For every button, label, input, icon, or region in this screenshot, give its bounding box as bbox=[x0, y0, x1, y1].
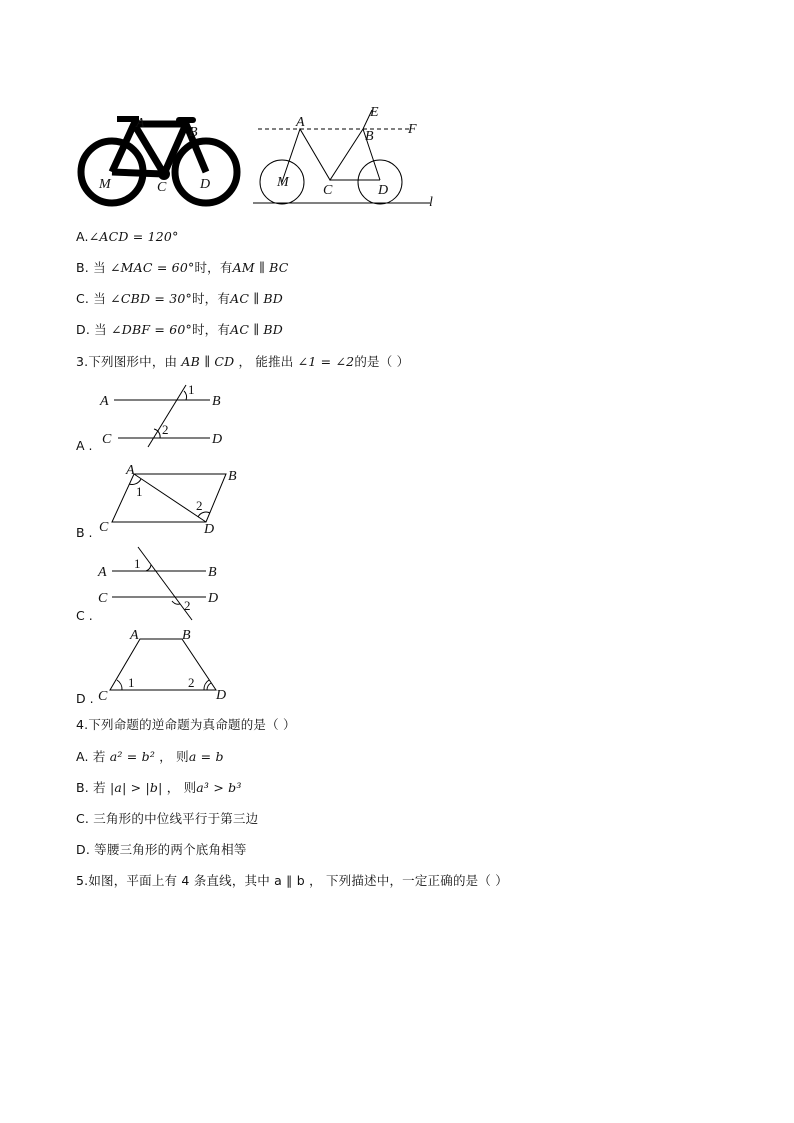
q3c-label-C: C bbox=[98, 591, 108, 606]
q2-option-a-prefix: A. bbox=[76, 229, 89, 244]
bike-label-B: B bbox=[189, 125, 198, 140]
q3a-label-D: D bbox=[212, 432, 223, 447]
q3-stem-mid: ， 能推出 bbox=[234, 354, 298, 369]
q2-option-a[interactable] bbox=[76, 229, 179, 245]
geom-label-D: D bbox=[378, 183, 389, 198]
q4-option-a-prefix: A. 若 bbox=[76, 749, 110, 764]
q3b-label-C: C bbox=[99, 520, 109, 535]
q4-option-b-math2: a³ > b³ bbox=[196, 780, 242, 795]
q3-stem-prefix: 3.下列图形中，由 bbox=[76, 354, 182, 369]
q3-option-d-figure bbox=[96, 627, 236, 702]
q3a-label-2: 2 bbox=[162, 422, 169, 437]
bike-label-A: A bbox=[136, 116, 145, 131]
bike-label-C: C bbox=[157, 180, 167, 195]
q3b-label-1: 1 bbox=[136, 484, 143, 499]
q3d-angle1-arc bbox=[117, 680, 122, 690]
q2-option-b-math: ∠MAC = 60° bbox=[110, 260, 195, 275]
q3a-label-B: B bbox=[212, 394, 221, 409]
q2-option-c[interactable] bbox=[76, 291, 283, 307]
q3c-angle1-arc bbox=[146, 565, 151, 571]
q2-option-b-math2: AM ∥ BC bbox=[232, 260, 289, 275]
q3d-label-B: B bbox=[182, 628, 191, 643]
bicycle-crank bbox=[158, 168, 170, 180]
q4-option-b[interactable] bbox=[76, 780, 242, 796]
q3d-trapezoid bbox=[110, 639, 216, 690]
q4-option-a-mid: ， 则 bbox=[155, 749, 189, 764]
q3a-label-1: 1 bbox=[188, 382, 195, 397]
q3d-label-2: 2 bbox=[188, 675, 195, 690]
q3-option-a-label[interactable]: A . bbox=[76, 438, 93, 453]
q4-option-b-prefix: B. 若 bbox=[76, 780, 110, 795]
q2-option-d-math2: AC ∥ BD bbox=[230, 322, 284, 337]
q2-option-c-math2: AC ∥ BD bbox=[230, 291, 284, 306]
q3-option-b-label[interactable]: B . bbox=[76, 525, 93, 540]
q2-option-c-mid: 时，有 bbox=[191, 291, 231, 306]
q3b-label-D: D bbox=[204, 522, 215, 537]
q2-option-b-mid: 时，有 bbox=[194, 260, 233, 275]
geom-label-E: E bbox=[370, 105, 379, 120]
q3d-label-1: 1 bbox=[128, 675, 135, 690]
q3-stem-suffix: 的是（ ） bbox=[354, 354, 410, 369]
q4-option-c[interactable]: C. 三角形的中位线平行于第三边 bbox=[76, 811, 259, 826]
q2-option-c-math: ∠CBD = 30° bbox=[110, 291, 192, 306]
q2-option-d-prefix: D. 当 bbox=[76, 322, 112, 337]
q4-stem: 4.下列命题的逆命题为真命题的是（ ） bbox=[76, 717, 296, 732]
q3d-label-C: C bbox=[98, 689, 108, 704]
geom-label-M: M bbox=[277, 175, 289, 190]
q3b-label-2: 2 bbox=[196, 498, 203, 513]
q4-option-a-math2: a = b bbox=[188, 749, 224, 764]
bicycle-figure bbox=[76, 110, 241, 205]
q3-stem bbox=[76, 354, 409, 370]
q3c-label-2: 2 bbox=[184, 598, 191, 613]
q3c-label-D: D bbox=[208, 591, 219, 606]
q4-option-d[interactable]: D. 等腰三角形的两个底角相等 bbox=[76, 842, 247, 857]
q3b-label-A: A bbox=[126, 463, 135, 478]
q3-stem-math2: ∠1 = ∠2 bbox=[297, 354, 355, 369]
geom-label-B: B bbox=[365, 129, 374, 144]
q4-option-b-mid: ， 则 bbox=[162, 780, 197, 795]
q5-stem: 5.如图，平面上有 4 条直线，其中 a ∥ b ， 下列描述中，一定正确的是（ ） bbox=[76, 873, 508, 888]
bike-label-M: M bbox=[99, 177, 111, 192]
frame-M-A-C-B bbox=[282, 129, 363, 182]
q3-stem-math1: AB ∥ CD bbox=[181, 354, 235, 369]
bicycle-handlebar bbox=[176, 117, 196, 123]
q3a-label-C: C bbox=[102, 432, 112, 447]
q2-option-d-math: ∠DBF = 60° bbox=[111, 322, 192, 337]
q3d-label-A: A bbox=[130, 628, 139, 643]
q3c-label-A: A bbox=[98, 565, 107, 580]
q4-option-b-math: |a| > |b| bbox=[110, 780, 163, 795]
geom-label-C: C bbox=[323, 183, 333, 198]
q3c-label-1: 1 bbox=[134, 556, 141, 571]
bicycle-seat-tube bbox=[134, 124, 164, 174]
q3-option-c-figure bbox=[96, 544, 236, 622]
bicycle-geometry-figure bbox=[250, 102, 440, 212]
q2-option-b-prefix: B. 当 bbox=[76, 260, 110, 275]
q3c-label-B: B bbox=[208, 565, 217, 580]
geom-label-l: l bbox=[429, 195, 433, 210]
geom-label-A: A bbox=[296, 115, 305, 130]
q3-option-a-figure bbox=[96, 382, 236, 452]
q3b-parallelogram bbox=[112, 474, 226, 522]
q3b-label-B: B bbox=[228, 469, 237, 484]
q3a-label-A: A bbox=[100, 394, 109, 409]
geom-label-F: F bbox=[408, 122, 417, 137]
q4-option-a[interactable] bbox=[76, 749, 224, 765]
q2-option-b[interactable] bbox=[76, 260, 289, 276]
q3d-label-D: D bbox=[216, 688, 227, 703]
q2-option-d[interactable] bbox=[76, 322, 283, 338]
q2-option-d-mid: 时，有 bbox=[191, 322, 231, 337]
q3-option-d-label[interactable]: D . bbox=[76, 691, 94, 706]
q2-option-c-prefix: C. 当 bbox=[76, 291, 111, 306]
bike-label-D: D bbox=[200, 177, 211, 192]
q3d-angle2-arc-inner bbox=[207, 683, 211, 690]
q3-option-b-figure bbox=[96, 462, 246, 537]
q3-option-c-label[interactable]: C . bbox=[76, 608, 93, 623]
q4-option-a-math: a² = b² bbox=[109, 749, 156, 764]
q3a-angle1-arc bbox=[184, 391, 187, 400]
q2-option-a-math: ∠ACD = 120° bbox=[88, 229, 179, 244]
